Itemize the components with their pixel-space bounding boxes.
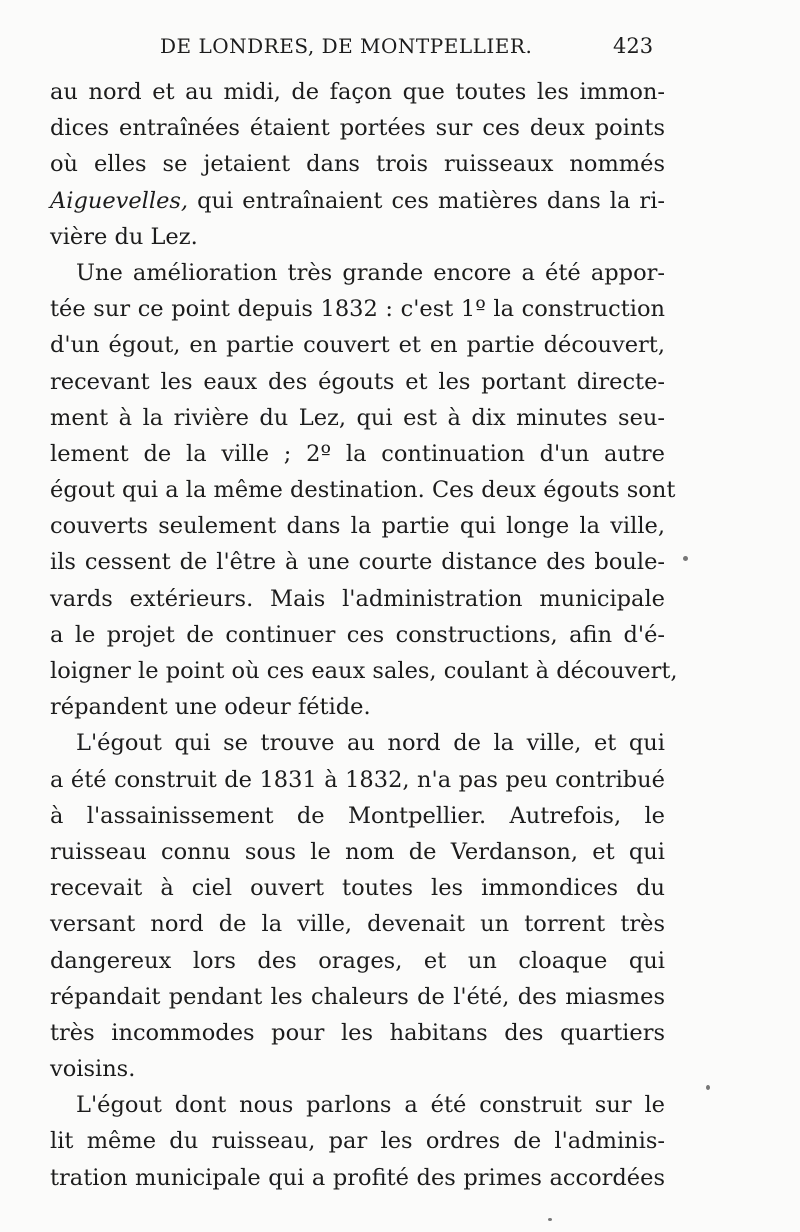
text-line: vière du Lez. — [50, 223, 198, 250]
paragraph-first-line: L'égout qui se trouve au nord de la ville, et qui — [76, 730, 665, 757]
body-text — [0, 74, 800, 1196]
text-line: à l'assainissement de Montpellier. Autrefois, le — [50, 802, 665, 829]
text-line: vards extérieurs. Mais l'administration municipale — [50, 585, 665, 612]
page-number: 423 — [613, 34, 654, 58]
text-line: ment à la rivière du Lez, qui est à dix minutes seu- — [50, 404, 665, 431]
text-line: au nord et au midi, de façon que toutes les immon- — [50, 79, 665, 105]
text-line: loigner le point où ces eaux sales, coulant à découvert, — [50, 658, 678, 684]
running-header — [0, 30, 800, 60]
text-line: répandent une odeur fétide. — [50, 694, 371, 721]
italic-place-name: Aiguevelles, — [50, 187, 189, 214]
text-line: lit même du ruisseau, par les ordres de l'adminis- — [50, 1128, 665, 1155]
text-line: recevant les eaux des égouts et les portant directe- — [50, 368, 665, 395]
text-line: versant nord de la ville, devenait un torrent très — [50, 911, 665, 938]
paper-speck — [683, 556, 688, 561]
text-line: a le projet de continuer ces constructions, afin d'é- — [50, 621, 665, 648]
text-line: Aiguevelles, qui entraînaient ces matières dans la ri- — [50, 187, 665, 214]
text-line: tée sur ce point depuis 1832 : c'est 1º la construction — [50, 296, 665, 323]
text-line: répandait pendant les chaleurs de l'été, des miasmes — [50, 983, 665, 1010]
text-line: dices entraînées étaient portées sur ces deux points — [50, 115, 665, 142]
text-line: égout qui a la même destination. Ces deux égouts sont — [50, 477, 676, 504]
text-line: recevait à ciel ouvert toutes les immondices du — [50, 875, 665, 902]
text-line: tration municipale qui a profité des primes accordées — [50, 1164, 665, 1191]
text-line: voisins. — [50, 1056, 136, 1083]
paper-speck — [706, 1085, 710, 1090]
text-line: ils cessent de l'être à une courte distance des boule- — [50, 549, 665, 576]
text-line: où elles se jetaient dans trois ruisseaux nommés — [50, 151, 665, 178]
text-line: couverts seulement dans la partie qui longe la ville, — [50, 513, 665, 540]
text-line: très incommodes pour les habitans des quartiers — [50, 1019, 665, 1046]
text-line: ruisseau connu sous le nom de Verdanson, et qui — [50, 838, 665, 865]
text-line: d'un égout, en partie couvert et en partie découvert, — [50, 332, 665, 359]
text-line: lement de la ville ; 2º la continuation d'un autre — [50, 440, 665, 467]
paragraph-first-line: Une amélioration très grande encore a été appor- — [76, 259, 665, 286]
paper-speck — [548, 1218, 552, 1221]
paragraph-first-line: L'égout dont nous parlons a été construit sur le — [76, 1092, 665, 1119]
text-line: dangereux lors des orages, et un cloaque qui — [50, 947, 665, 974]
running-title: DE LONDRES, DE MONTPELLIER. — [160, 34, 533, 58]
text-line: a été construit de 1831 à 1832, n'a pas peu contribué — [50, 766, 665, 793]
